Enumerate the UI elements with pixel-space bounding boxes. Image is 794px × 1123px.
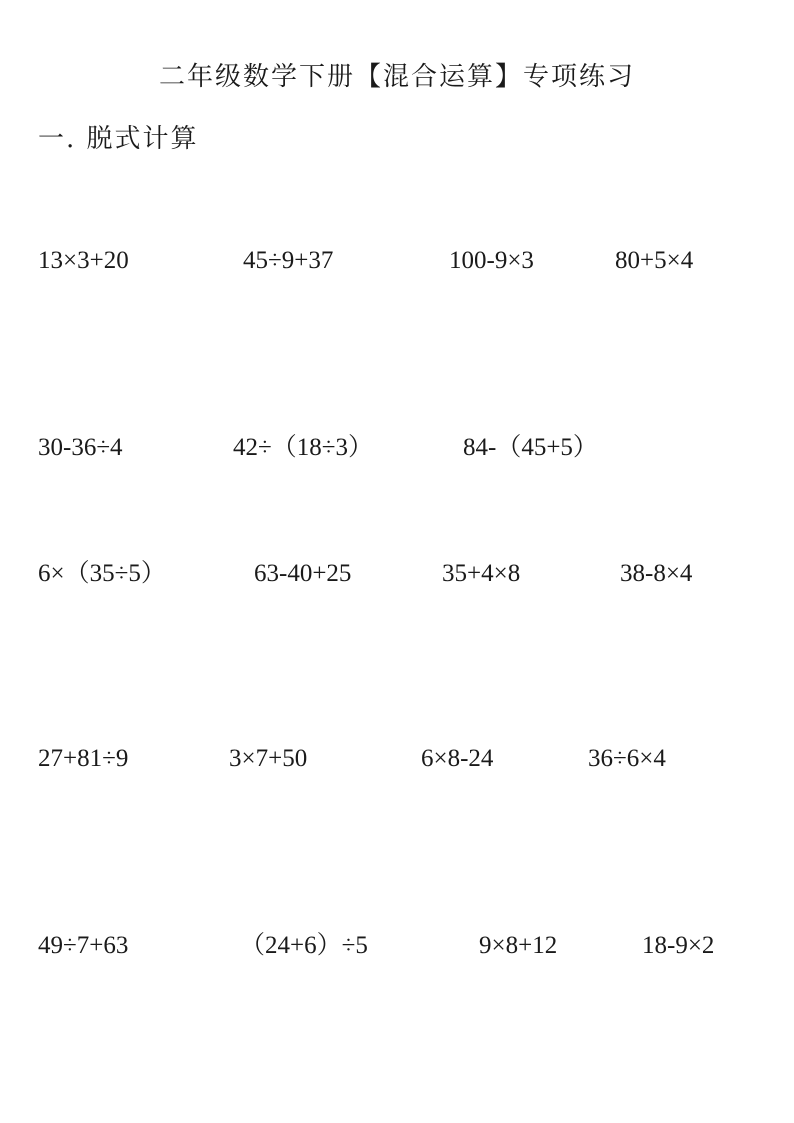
expression-4-4: 36÷6×4 <box>588 745 666 772</box>
expression-2-2: 42÷（18÷3） <box>233 434 373 461</box>
expression-4-1: 27+81÷9 <box>38 745 129 772</box>
expression-4-3: 6×8-24 <box>421 745 494 772</box>
section-heading: 一. 脱式计算 <box>38 124 199 154</box>
expression-1-3: 100-9×3 <box>449 247 534 274</box>
expression-1-2: 45÷9+37 <box>243 247 334 274</box>
expression-3-1: 6×（35÷5） <box>38 560 166 587</box>
expression-5-4: 18-9×2 <box>642 932 715 959</box>
expression-3-3: 35+4×8 <box>442 560 521 587</box>
expression-2-1: 30-36÷4 <box>38 434 123 461</box>
expression-3-4: 38-8×4 <box>620 560 693 587</box>
expression-5-2: （24+6）÷5 <box>240 932 368 959</box>
worksheet-title: 二年级数学下册【混合运算】专项练习 <box>158 62 635 92</box>
expression-1-1: 13×3+20 <box>38 247 129 274</box>
expression-5-3: 9×8+12 <box>479 932 558 959</box>
expression-2-3: 84-（45+5） <box>463 434 598 461</box>
expression-5-1: 49÷7+63 <box>38 932 129 959</box>
expression-3-2: 63-40+25 <box>254 560 352 587</box>
expression-1-4: 80+5×4 <box>615 247 694 274</box>
expression-4-2: 3×7+50 <box>229 745 308 772</box>
